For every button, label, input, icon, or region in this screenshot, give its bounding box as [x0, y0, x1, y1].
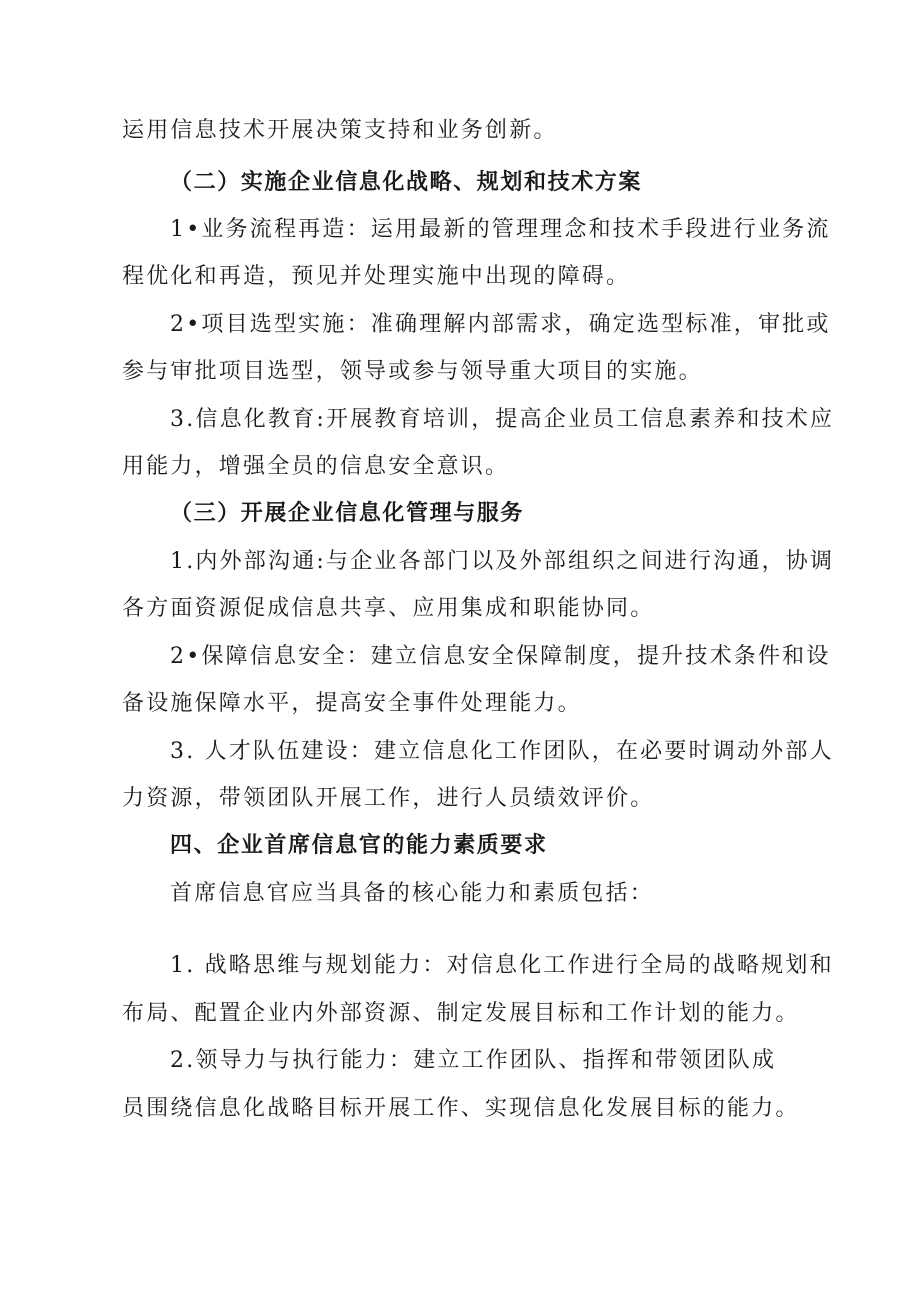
- paragraph-line: 2•项目选型实施：准确理解内部需求，确定选型标准，审批或: [170, 312, 831, 337]
- paragraph-line: 员围绕信息化战略目标开展工作、实现信息化发展目标的能力。: [122, 1096, 800, 1121]
- section-heading-3: （三）开展企业信息化管理与服务: [170, 501, 525, 526]
- paragraph-line: 1•业务流程再造：运用最新的管理理念和技术手段进行业务流: [170, 217, 831, 242]
- section-heading-2: （二）实施企业信息化战略、规划和技术方案: [170, 170, 643, 195]
- paragraph-line: 1. 战略思维与规划能力：对信息化工作进行全局的战略规划和: [170, 953, 834, 978]
- paragraph-line: 运用信息技术开展决策支持和业务创新。: [122, 118, 558, 143]
- paragraph-line: 力资源，带领团队开展工作，进行人员绩效评价。: [122, 786, 655, 811]
- paragraph-line: 用能力，增强全员的信息安全意识。: [122, 454, 510, 479]
- paragraph-line: 布局、配置企业内外部资源、制定发展目标和工作计划的能力。: [122, 1001, 800, 1026]
- paragraph-line: 3.信息化教育:开展教育培训，提高企业员工信息素养和技术应: [170, 407, 835, 432]
- paragraph-line: 备设施保障水平，提高安全事件处理能力。: [122, 691, 582, 716]
- paragraph-line: 参与审批项目选型，领导或参与领导重大项目的实施。: [122, 359, 703, 384]
- paragraph-line: 程优化和再造，预见并处理实施中出现的障碍。: [122, 264, 631, 289]
- paragraph-line: 3. 人才队伍建设：建立信息化工作团队，在必要时调动外部人: [170, 739, 834, 764]
- paragraph-line: 首席信息官应当具备的核心能力和素质包括：: [170, 881, 655, 906]
- paragraph-line: 2.领导力与执行能力：建立工作团队、指挥和带领团队成: [170, 1048, 777, 1073]
- section-heading-4: 四、企业首席信息官的能力素质要求: [170, 833, 548, 858]
- paragraph-line: 各方面资源促成信息共享、应用集成和职能协同。: [122, 596, 655, 621]
- paragraph-line: 2•保障信息安全：建立信息安全保障制度，提升技术条件和设: [170, 644, 831, 669]
- paragraph-line: 1.内外部沟通:与企业各部门以及外部组织之间进行沟通，协调: [170, 549, 835, 574]
